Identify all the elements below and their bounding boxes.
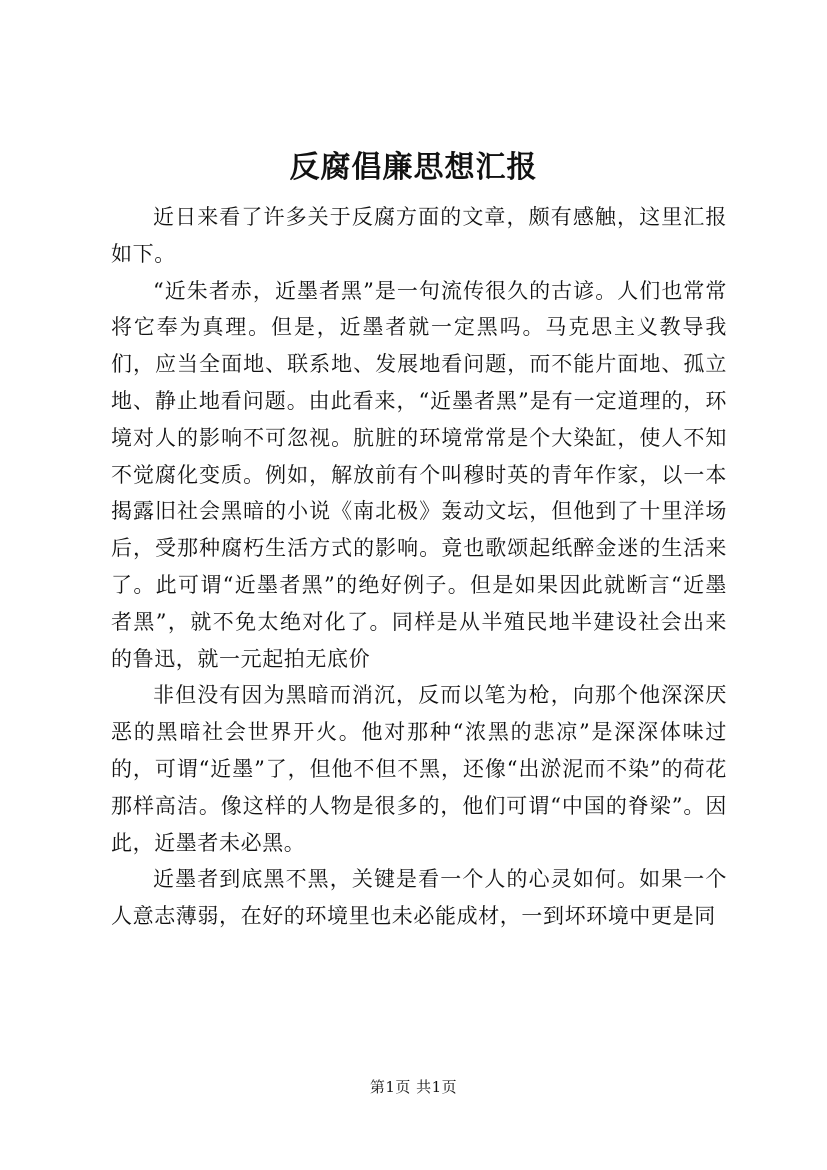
paragraph: 近墨者到底黑不黑，关键是看一个人的心灵如何。如果一个人意志薄弱，在好的环境里也未必能成材，一到坏环境中更是同 [111,867,727,929]
document-title: 反腐倡廉思想汇报 [289,150,538,185]
paragraph: “近朱者赤，近墨者黑”是一句流传很久的古谚。人们也常常将它奉为真理。但是，近墨者就一定黑吗。马克思主义教导我们，应当全面地、联系地、发展地看问题，而不能片面地、孤立地、静止地看问题。由此看来，“近墨者黑”是有一定道理的，环境对人的影响不可忽视。肮脏的环境常常是个大染缸，使人不知不觉腐化变质。例如，解放前有个叫穆时英的青年作家，以一本揭露旧社会黑暗的小说《南北极》轰动文坛，但他到了十里洋场后，受那种腐朽生活方式的影响。竟也歌颂起纸醉金迷的生活来了。此可谓“近墨者黑”的绝好例子。但是如果因此就断言“近墨者黑”，就不免太绝对化了。同样是从半殖民地半建设社会出来的鲁迅，就一元起拍无底价 [111,278,727,671]
paragraph: 非但没有因为黑暗而消沉，反而以笔为枪，向那个他深深厌恶的黑暗社会世界开火。他对那种“浓黑的悲凉”是深深体味过的，可谓“近墨”了，但他不但不黑，还像“出淤泥而不染”的荷花那样高洁。像这样的人物是很多的，他们可谓“中国的脊梁”。因此，近墨者未必黑。 [111,683,727,855]
document-body [111,199,727,935]
page-footer: 第1页 共1页 [369,1078,458,1096]
paragraph: 近日来看了许多关于反腐方面的文章，颇有感触，这里汇报如下。 [111,205,727,266]
